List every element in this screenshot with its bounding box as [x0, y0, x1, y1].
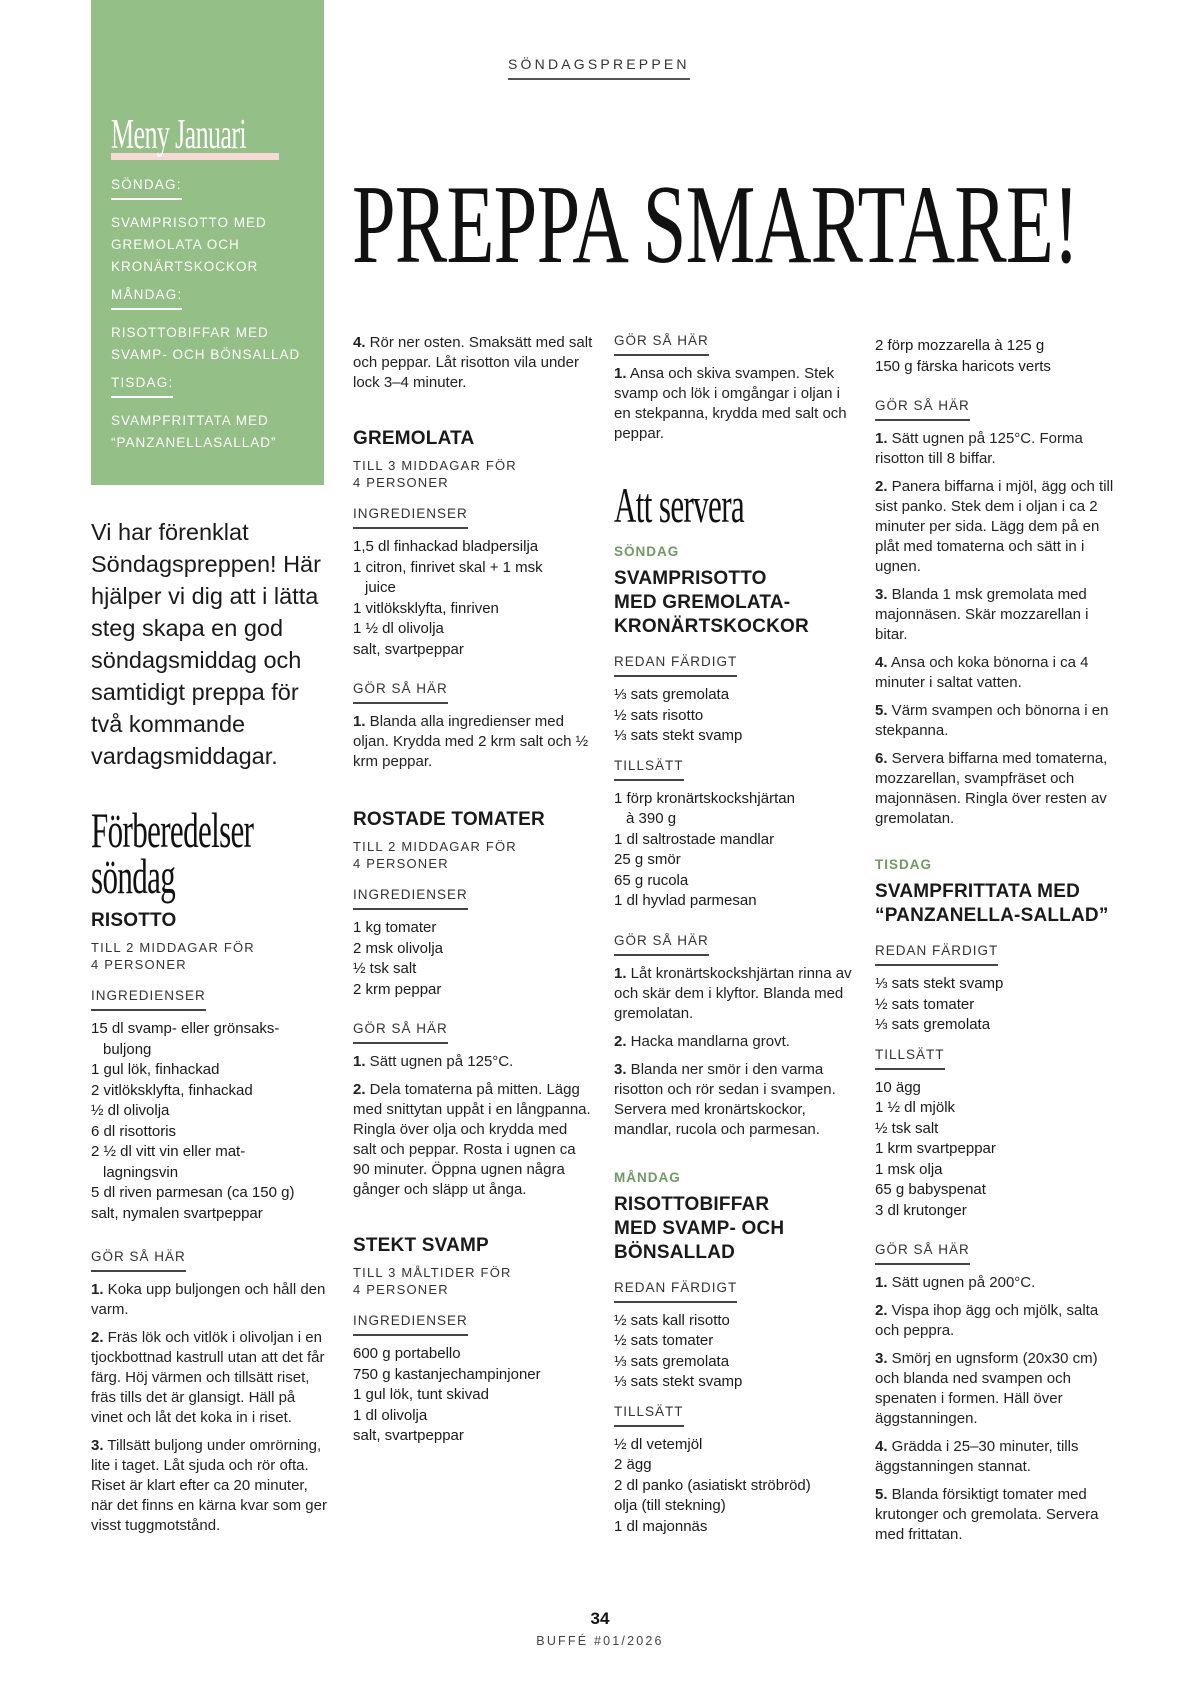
ingredient-item: ½ tsk salt — [353, 960, 417, 977]
ingredient-list — [353, 918, 593, 1000]
step-text: Blanda försiktigt tomater med krutonger och gremolata. Servera med frittatan. — [875, 1486, 1099, 1543]
menu-dish-line: SVAMPRISOTTO MED — [111, 215, 267, 230]
step-number: 4. — [875, 1438, 888, 1455]
step-text: Ansa och skiva svampen. Stek svamp och lök i omgångar i oljan i en stekpanna, krydda med salt och peppar. — [614, 365, 847, 442]
title-line: MED SVAMP- OCH — [614, 1217, 785, 1239]
page-number: 34 — [590, 1609, 610, 1628]
menu-day-mandag — [111, 286, 304, 366]
ready-item: ⅓ sats gremolata — [614, 686, 730, 703]
steps-label: GÖR SÅ HÄR — [614, 932, 709, 956]
ingredient-item: lagningsvin — [103, 1163, 179, 1181]
ready-item: ⅓ sats stekt svamp — [614, 727, 743, 744]
menu-day-label: MÅNDAG: — [111, 286, 182, 310]
menu-day-label: TISDAG: — [111, 374, 173, 398]
menu-title-block — [111, 112, 304, 164]
ingredient-item: 2 msk olivolja — [353, 939, 444, 957]
add-item: 25 g smör — [614, 851, 681, 868]
ready-list — [614, 685, 854, 747]
step-item — [875, 477, 1115, 577]
step-number: 1. — [353, 713, 366, 730]
serve-title-tisdag — [875, 880, 1115, 928]
step-number: 1. — [91, 1281, 104, 1298]
step-text: Låt kronärtskockshjärtan rinna av och skär dem i klyftor. Blanda med gremolatan. — [614, 964, 852, 1022]
step-text: Ansa och koka bönorna i ca 4 minuter i saltat vatten. — [875, 654, 1089, 691]
step-item — [614, 364, 854, 444]
add-item: olja (till stekning) — [614, 1497, 726, 1514]
step-text: Tillsätt buljong under omrörning, lite i taget. Låt sjuda och rör ofta. Riset är klart efter ca 20 minuter, när det finns en kärna kvar som ger visst tuggmotstånd. — [91, 1437, 327, 1534]
add-item: ½ tsk salt — [875, 1119, 939, 1137]
add-item: 1 förp kronärtskockshjärtan — [614, 789, 795, 807]
title-line: KRONÄRTSKOCKOR — [614, 616, 809, 637]
step-text: Smörj en ugnsform (20x30 cm) och blanda ned svampen och spenaten i formen. Häll över äggstanningen. — [875, 1350, 1098, 1427]
step-number: 3. — [875, 586, 888, 603]
step-text: Fräs lök och vitlök i olivoljan i en tjockbottnad kastrull utan att det får färg. Höj värmen och tillsätt riset, fräs tills det är glansigt. Häll på vinet och låt det koka in i riset. — [91, 1329, 325, 1426]
step-number: 2. — [875, 1302, 888, 1319]
ready-item: ⅓ sats gremolata — [875, 1016, 991, 1033]
ingredient-item: buljong — [103, 1040, 152, 1058]
step-item — [875, 701, 1115, 741]
column-1 — [91, 802, 331, 1544]
recipe-yield — [353, 838, 593, 872]
add-label: TILLSÄTT — [614, 1403, 684, 1427]
title-line: SVAMPFRITTATA MED — [875, 881, 1080, 902]
menu-dish-line: GREMOLATA OCH — [111, 237, 240, 252]
menu-title: Meny Januari — [111, 112, 247, 158]
page-headline: PREPPA SMARTARE! — [352, 163, 1079, 287]
ingredient-item: ½ dl olivolja — [91, 1102, 170, 1119]
add-item: 2 förp mozzarella à 125 g — [875, 337, 1045, 354]
column-3 — [614, 332, 854, 1537]
step-item — [353, 1052, 593, 1072]
ingredient-item: 1 vitlöksklyfta, finriven — [353, 599, 499, 617]
recipe-title-tomater: ROSTADE TOMATER — [353, 809, 545, 830]
step-number: 6. — [875, 750, 888, 767]
yield-line: TILL 2 MIDDAGAR FÖR — [353, 839, 517, 854]
add-item: 1 msk olja — [875, 1160, 943, 1178]
step-item — [353, 712, 593, 772]
ready-label: REDAN FÄRDIGT — [614, 1279, 737, 1303]
add-item: 65 g babyspenat — [875, 1181, 986, 1198]
add-item: 2 dl panko (asiatiskt ströbröd) — [614, 1476, 811, 1494]
ready-item: ⅓ sats stekt svamp — [614, 1373, 743, 1390]
menu-sidebar — [91, 0, 324, 485]
add-list — [614, 789, 854, 912]
yield-line: TILL 3 MIDDAGAR FÖR — [353, 458, 517, 473]
ingredient-item: 1 kg tomater — [353, 919, 437, 936]
ingredient-item: 1 ½ dl olivolja — [353, 620, 444, 637]
step-text: Blanda ner smör i den varma risotton och rör sedan i svampen. Servera med kronärtskockor, mandlar, rucola och parmesan. — [614, 1060, 836, 1138]
steps-label: GÖR SÅ HÄR — [614, 332, 709, 356]
ingredient-item: 1,5 dl finhackad bladpersilja — [353, 538, 539, 555]
step-text: Vispa ihop ägg och mjölk, salta och peppra. — [875, 1302, 1099, 1339]
ready-label: REDAN FÄRDIGT — [614, 653, 737, 677]
step-item — [91, 1436, 331, 1536]
step-text: Servera biffarna med tomaterna, mozzarellan, svampfräset och majonnäsen. Ringla över resten av gremolatan. — [875, 750, 1108, 827]
yield-line: 4 PERSONER — [353, 475, 449, 490]
ready-item: ½ sats risotto — [614, 706, 704, 724]
step-number: 2. — [614, 1032, 627, 1050]
step-number: 1. — [614, 964, 627, 982]
recipe-title-svamp: STEKT SVAMP — [353, 1235, 489, 1256]
add-list-continued — [875, 336, 1115, 377]
step-item — [875, 1349, 1115, 1429]
yield-line: 4 PERSONER — [353, 1282, 449, 1297]
add-label: TILLSÄTT — [875, 1046, 945, 1070]
steps-label: GÖR SÅ HÄR — [353, 1020, 448, 1044]
steps-label: GÖR SÅ HÄR — [875, 1241, 970, 1265]
step-item — [614, 964, 854, 1024]
menu-dish — [111, 212, 304, 278]
ingredients-label: INGREDIENSER — [91, 987, 206, 1011]
menu-dish-line: SVAMP- OCH BÖNSALLAD — [111, 347, 301, 362]
menu-day-tisdag — [111, 374, 304, 454]
ingredient-item: juice — [365, 579, 396, 596]
serve-section-title: Att servera — [614, 477, 745, 533]
title-line: MED GREMOLATA- — [614, 592, 791, 613]
step-item — [875, 585, 1115, 645]
serve-title-sondag — [614, 567, 854, 639]
step-number: 1. — [614, 365, 627, 382]
menu-dish-line: “PANZANELLASALLAD” — [111, 435, 277, 450]
menu-dish-line: RISOTTOBIFFAR MED — [111, 325, 269, 340]
step-number: 3. — [614, 1060, 627, 1078]
step-item — [614, 1060, 854, 1140]
ingredients-label: INGREDIENSER — [353, 1312, 468, 1336]
ready-list — [614, 1311, 854, 1393]
step-text: Grädda i 25–30 minuter, tills äggstanningen stannat. — [875, 1438, 1079, 1475]
menu-dish-line: KRONÄRTSKOCKOR — [111, 259, 259, 274]
step-text: Panera biffarna i mjöl, ägg och till sist panko. Stek dem i oljan i ca 2 minuter per sida. Lägg dem på en plåt med tomaterna och sätt in i ugnen. — [875, 478, 1114, 575]
magazine-issue: BUFFÉ #01/2026 — [536, 1634, 664, 1648]
column-2 — [353, 333, 593, 1447]
step-item — [91, 1280, 331, 1320]
day-label-tisdag: TISDAG — [875, 857, 933, 872]
step-text: Värm svampen och bönorna i en stekpanna. — [875, 702, 1109, 739]
step-text: Hacka mandlarna grovt. — [626, 1032, 790, 1050]
recipe-yield — [91, 939, 331, 973]
menu-day-label: SÖNDAG: — [111, 176, 182, 200]
yield-line: 4 PERSONER — [353, 856, 449, 871]
ingredient-item: 1 citron, finrivet skal + 1 msk — [353, 558, 543, 576]
title-line: SVAMPRISOTTO — [614, 568, 767, 589]
ready-item: ⅓ sats stekt svamp — [875, 975, 1004, 992]
ingredient-item: 1 gul lök, tunt skivad — [353, 1386, 489, 1403]
add-label: TILLSÄTT — [614, 757, 684, 781]
ingredient-list — [353, 537, 593, 660]
ingredient-item: 2 krm peppar — [353, 980, 442, 998]
steps-label: GÖR SÅ HÄR — [875, 397, 970, 421]
section-kicker: SÖNDAGSPREPPEN — [508, 56, 690, 80]
add-item: à 390 g — [626, 810, 677, 827]
ingredient-list — [91, 1019, 331, 1224]
step-number: 2. — [91, 1329, 104, 1346]
step-item — [875, 1485, 1115, 1545]
recipe-yield — [353, 457, 593, 491]
step-text: Blanda 1 msk gremolata med majonnäsen. Skär mozzarellan i bitar. — [875, 586, 1089, 643]
yield-line: TILL 2 MIDDAGAR FÖR — [91, 940, 255, 955]
ingredient-item: salt, svartpeppar — [353, 1427, 464, 1444]
step-item — [875, 653, 1115, 693]
ingredient-item: 750 g kastanjechampinjoner — [353, 1365, 541, 1383]
step-item — [875, 749, 1115, 829]
ingredients-label: INGREDIENSER — [353, 886, 468, 910]
step-text: Sätt ugnen på 200°C. — [887, 1274, 1036, 1291]
step-number: 5. — [875, 1486, 888, 1503]
add-item: 2 ägg — [614, 1456, 652, 1473]
ingredient-list — [353, 1344, 593, 1447]
recipe-title-gremolata: GREMOLATA — [353, 428, 475, 449]
day-label-mandag: MÅNDAG — [614, 1169, 681, 1185]
ingredient-item: 5 dl riven parmesan (ca 150 g) — [91, 1184, 295, 1201]
step-number: 1. — [875, 1274, 888, 1291]
ingredient-item: 1 gul lök, finhackad — [91, 1061, 220, 1078]
step-number: 4. — [875, 654, 888, 671]
ingredient-item: 1 dl olivolja — [353, 1406, 428, 1424]
prep-section-title — [91, 802, 331, 904]
step-text: Rör ner osten. Smaksätt med salt och peppar. Låt risotton vila under lock 3–4 minuter. — [353, 334, 593, 391]
menu-dish-line: SVAMPFRITTATA MED — [111, 413, 269, 428]
step-item — [875, 1273, 1115, 1293]
column-4 — [875, 336, 1115, 1553]
step-item — [875, 1301, 1115, 1341]
ready-item: ⅓ sats gremolata — [614, 1352, 730, 1370]
step-number: 4. — [353, 334, 366, 351]
section-title-line: Förberedelser — [91, 802, 254, 858]
add-item: 150 g färska haricots verts — [875, 357, 1051, 375]
step-text: Sätt ugnen på 125°C. Forma risotton till 8 biffar. — [875, 430, 1083, 467]
yield-line: 4 PERSONER — [91, 957, 187, 972]
menu-day-sondag — [111, 176, 304, 278]
add-item: ½ dl vetemjöl — [614, 1435, 703, 1453]
ready-item: ½ sats tomater — [614, 1332, 714, 1349]
add-list — [614, 1435, 854, 1538]
add-item: 10 ägg — [875, 1078, 921, 1096]
step-text: Koka upp buljongen och håll den varm. — [91, 1281, 326, 1318]
step-item — [614, 1032, 854, 1052]
ingredient-item: 2 ½ dl vitt vin eller mat- — [91, 1143, 246, 1160]
step-number: 2. — [353, 1081, 366, 1098]
add-item: 1 dl hyvlad parmesan — [614, 892, 757, 909]
step-number: 3. — [91, 1437, 104, 1454]
ingredient-item: salt, svartpeppar — [353, 640, 464, 658]
add-list — [875, 1078, 1115, 1222]
step-item — [353, 1080, 593, 1200]
step-text: Blanda alla ingredienser med oljan. Krydda med 2 krm salt och ½ krm peppar. — [353, 713, 589, 770]
step-item — [91, 1328, 331, 1428]
intro-paragraph: Vi har förenklat Söndagspreppen! Här hjälper vi dig att i lätta steg skapa en god söndagsmiddag och samtidigt preppa för två kommande vardagsmiddagar. — [91, 519, 321, 769]
steps-label: GÖR SÅ HÄR — [91, 1248, 186, 1272]
yield-line: TILL 3 MÅLTIDER FÖR — [353, 1265, 512, 1280]
step-number: 1. — [875, 430, 888, 447]
title-line: “PANZANELLA-SALLAD” — [875, 905, 1109, 926]
ready-item: ½ sats kall risotto — [614, 1311, 730, 1329]
ready-item: ½ sats tomater — [875, 995, 975, 1013]
step-number: 2. — [875, 478, 888, 495]
add-item: 1 dl majonnäs — [614, 1517, 708, 1535]
steps-label: GÖR SÅ HÄR — [353, 680, 448, 704]
ready-list — [875, 974, 1115, 1036]
title-line: BÖNSALLAD — [614, 1241, 736, 1263]
recipe-yield — [353, 1264, 593, 1298]
add-item: 1 krm svartpeppar — [875, 1140, 996, 1157]
add-item: 1 ½ dl mjölk — [875, 1099, 956, 1116]
add-item: 1 dl saltrostade mandlar — [614, 830, 775, 848]
step-text: Sätt ugnen på 125°C. — [365, 1053, 514, 1070]
title-line: RISOTTOBIFFAR — [614, 1193, 770, 1215]
day-label-sondag: SÖNDAG — [614, 544, 680, 559]
serve-title-mandag — [614, 1193, 854, 1265]
step-text: Dela tomaterna på mitten. Lägg med snittytan uppåt i en långpanna. Ringla över olja och krydda med salt och peppar. Rosta i ugnen ca 90 minuter. Öppna ugnen några gånger och släpp ut ånga. — [353, 1081, 591, 1198]
step-item — [353, 333, 593, 393]
ingredient-item: salt, nymalen svartpeppar — [91, 1204, 263, 1222]
menu-dish — [111, 410, 304, 454]
add-item: 3 dl krutonger — [875, 1201, 967, 1219]
menu-dish — [111, 322, 304, 366]
ingredient-item: 600 g portabello — [353, 1345, 461, 1362]
ingredient-item: 6 dl risottoris — [91, 1122, 177, 1140]
step-number: 3. — [875, 1350, 888, 1367]
step-number: 5. — [875, 702, 888, 719]
step-item — [875, 429, 1115, 469]
step-number: 1. — [353, 1053, 366, 1070]
add-item: 65 g rucola — [614, 871, 689, 889]
step-item — [875, 1437, 1115, 1477]
ingredients-label: INGREDIENSER — [353, 505, 468, 529]
recipe-title-risotto: RISOTTO — [91, 910, 177, 931]
section-title-line: söndag — [91, 848, 176, 904]
ingredient-item: 15 dl svamp- eller grönsaks- — [91, 1020, 280, 1037]
ready-label: REDAN FÄRDIGT — [875, 942, 998, 966]
ingredient-item: 2 vitlöksklyfta, finhackad — [91, 1081, 253, 1099]
